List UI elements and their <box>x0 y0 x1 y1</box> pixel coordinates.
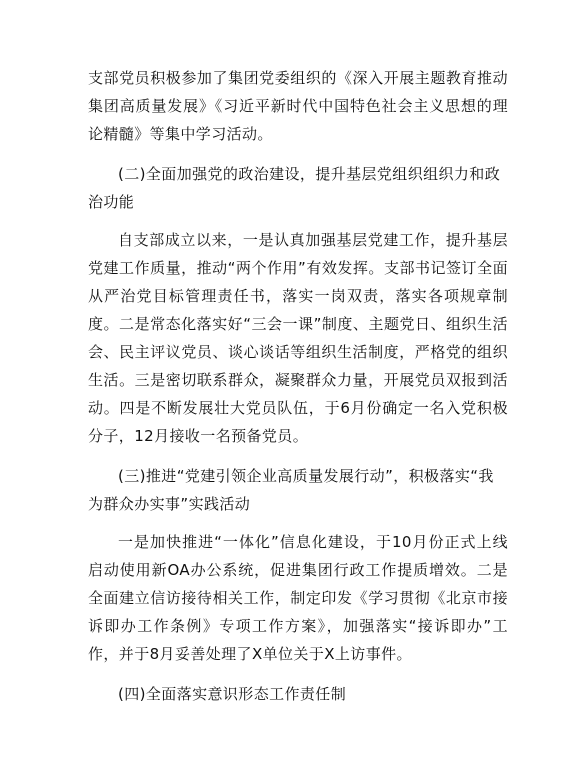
section-heading-political-construction: (二)全面加强党的政治建设，提升基层党组织组织力和政治功能 <box>88 165 501 211</box>
document-body <box>88 64 508 708</box>
paragraph-informatization-petitions: 一是加快推进“一体化”信息化建设，于10月份正式上线启动使用新OA办公系统，促进集团行政工作提质增效。二是全面建立信访接待相关工作，制定印发《学习贯彻《北京市接诉即办工作条例》专项工作方案》，加强落实“接诉即办”工作，并于8月妥善处理了X单位关于X上访事件。 <box>88 533 508 663</box>
paragraph-party-building-work: 自支部成立以来，一是认真加强基层党建工作，提升基层党建工作质量，推动“两个作用”有效发挥。支部书记签订全面从严治党目标管理责任书，落实一岗双责，落实各项规章制度。二是常态化落实好“三会一课”制度、主题党日、组织生活会、民主评议党员、谈心谈话等组织生活制度，严格党的组织生活。三是密切联系群众，凝聚群众力量，开展党员双报到活动。四是不断发展壮大党员队伍，于6月份确定一名入党积极分子，12月接收一名预备党员。 <box>88 231 508 445</box>
section-heading-ideology-responsibility: (四)全面落实意识形态工作责任制 <box>118 685 347 703</box>
section-heading-high-quality-development: (三)推进“党建引领企业高质量发展行动”，积极落实“我为群众办实事”实践活动 <box>88 467 494 513</box>
paragraph-study-activities: 支部党员积极参加了集团党委组织的《深入开展主题教育推动集团高质量发展》《习近平新时代中国特色社会主义思想的理论精髓》等集中学习活动。 <box>88 69 508 143</box>
